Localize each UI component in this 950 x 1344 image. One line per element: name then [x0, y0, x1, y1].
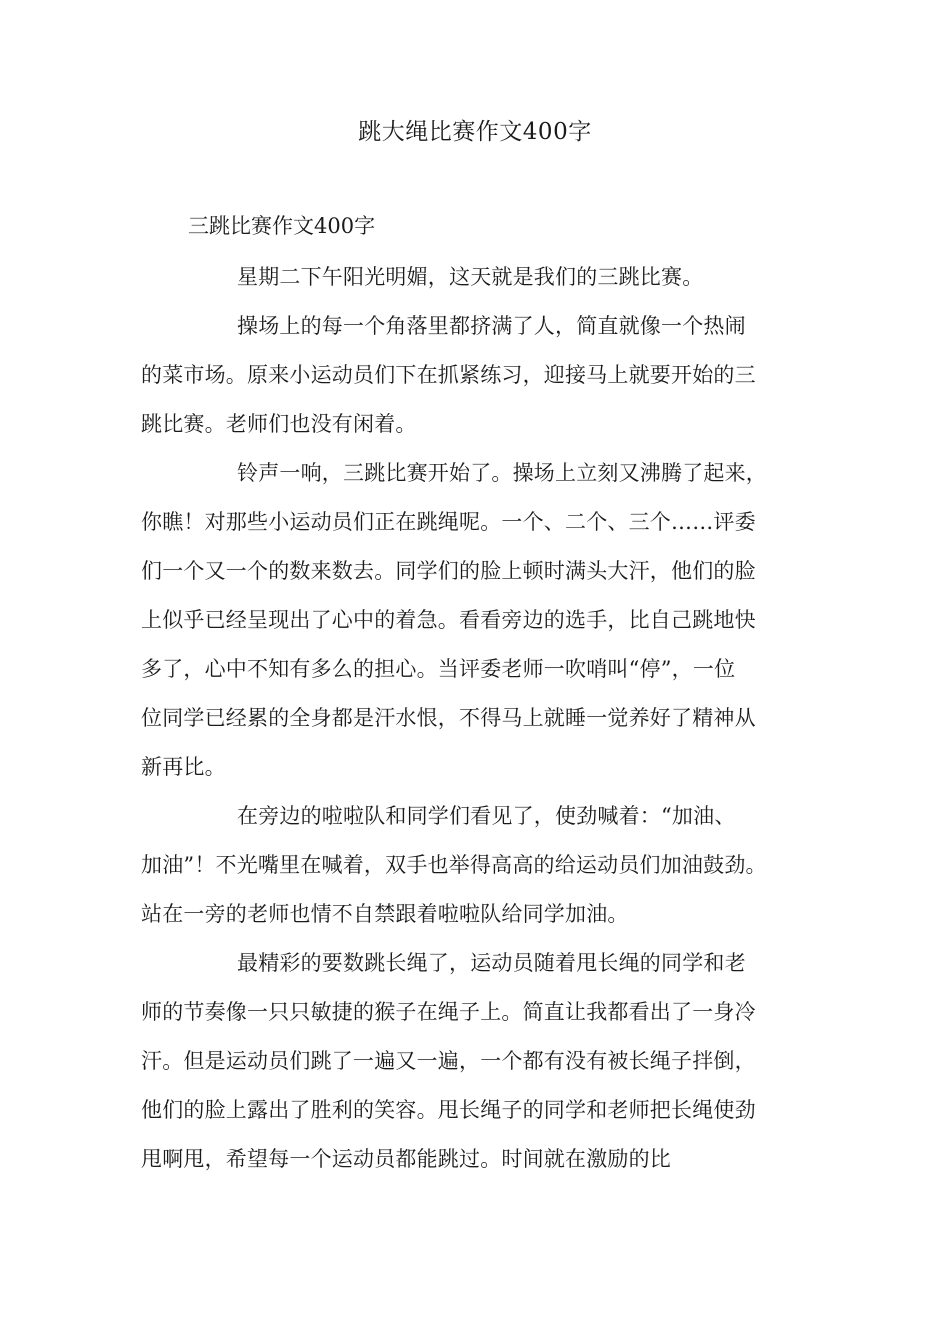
paragraph-line: 操场上的每一个角落里都挤满了人，简直就像一个热闹 — [237, 314, 746, 338]
paragraph-1 — [141, 253, 841, 302]
paragraph-line: 最精彩的要数跳长绳了，运动员随着甩长绳的同学和老 — [237, 951, 746, 975]
paragraph-line: 铃声一响，三跳比赛开始了。操场上立刻又沸腾了起来， — [237, 461, 767, 485]
paragraph-5 — [141, 939, 841, 1184]
paragraph-line: 的菜市场。原来小运动员们下在抓紧练习，迎接马上就要开始的三 — [141, 363, 756, 387]
paragraph-line: 多了，心中不知有多么的担心。当评委老师一吹哨叫“停”，一位 — [141, 657, 736, 681]
paragraph-line: 位同学已经累的全身都是汗水恨，不得马上就睡一觉养好了精神从 — [141, 706, 756, 730]
paragraph-line: 甩啊甩，希望每一个运动员都能跳过。时间就在激励的比 — [141, 1147, 671, 1171]
paragraph-line: 师的节奏像一只只敏捷的猴子在绳子上。简直让我都看出了一身冷 — [141, 1000, 756, 1024]
paragraph-4 — [141, 792, 841, 939]
paragraph-line: 新再比。 — [141, 755, 226, 779]
paragraph-line: 跳比赛。老师们也没有闲着。 — [141, 412, 417, 436]
paragraph-line: 站在一旁的老师也情不自禁跟着啦啦队给同学加油。 — [141, 902, 629, 926]
paragraph-2 — [141, 302, 841, 449]
paragraph-line: 加油”！不光嘴里在喊着，双手也举得高高的给运动员们加油鼓劲。 — [141, 853, 767, 877]
paragraph-line: 他们的脸上露出了胜利的笑容。甩长绳子的同学和老师把长绳使劲 — [141, 1098, 756, 1122]
document-title: 跳大绳比赛作文400字 — [358, 119, 592, 145]
paragraph-line: 在旁边的啦啦队和同学们看见了，使劲喊着：“加油、 — [237, 804, 736, 828]
paragraph-line: 上似乎已经呈现出了心中的着急。看看旁边的选手，比自己跳地快 — [141, 608, 756, 632]
paragraph-line: 星期二下午阳光明媚，这天就是我们的三跳比赛。 — [237, 265, 704, 289]
document-subtitle: 三跳比赛作文400字 — [188, 214, 376, 238]
document-body — [141, 253, 841, 1184]
paragraph-line: 们一个又一个的数来数去。同学们的脸上顿时满头大汗，他们的脸 — [141, 559, 756, 583]
paragraph-line: 汗。但是运动员们跳了一遍又一遍，一个都有没有被长绳子拌倒， — [141, 1049, 756, 1073]
paragraph-line: 你瞧！对那些小运动员们正在跳绳呢。一个、二个、三个……评委 — [141, 510, 756, 534]
paragraph-3 — [141, 449, 841, 792]
